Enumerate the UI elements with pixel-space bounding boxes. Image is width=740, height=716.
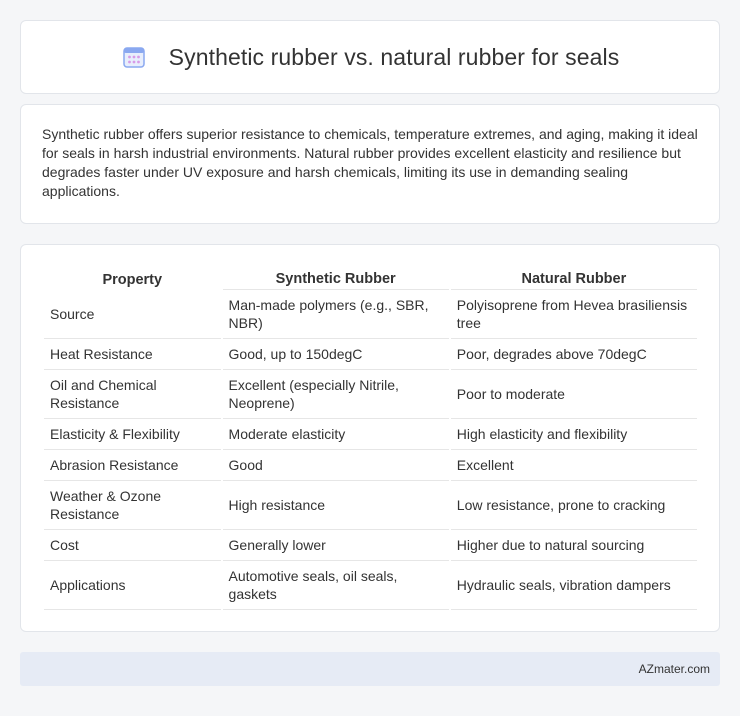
table-row <box>44 561 697 610</box>
summary-text: Synthetic rubber offers superior resistance to chemicals, temperature extremes, and aging, making it ideal for seals in harsh industrial environments. Natural rubber provides excellent elasticity and resilience but degrades faster under UV exposure and harsh chemicals, limiting its use in demanding sealing applications. <box>42 126 698 199</box>
footer-bar <box>20 652 720 686</box>
column-header-natural: Natural Rubber <box>451 265 697 290</box>
table-row <box>44 339 697 370</box>
table-cell: Polyisoprene from Hevea brasiliensis tree <box>451 290 697 339</box>
table-cell: Abrasion Resistance <box>44 450 221 481</box>
table-row <box>44 370 697 419</box>
table-row <box>44 290 697 339</box>
table-cell: Automotive seals, oil seals, gaskets <box>223 561 449 610</box>
summary-card <box>20 104 720 224</box>
table-cell: Poor, degrades above 70degC <box>451 339 697 370</box>
table-cell: Good, up to 150degC <box>223 339 449 370</box>
table-cell: Excellent <box>451 450 697 481</box>
table-header-row <box>44 265 697 290</box>
column-header-property: Property <box>102 271 163 288</box>
table-cell: Generally lower <box>223 530 449 561</box>
table-cell: Weather & Ozone Resistance <box>44 481 221 530</box>
table-cell: Man-made polymers (e.g., SBR, NBR) <box>223 290 449 339</box>
table-cell: Elasticity & Flexibility <box>44 419 221 450</box>
table-row <box>44 419 697 450</box>
table-cell: Heat Resistance <box>44 339 221 370</box>
table-cell: Hydraulic seals, vibration dampers <box>451 561 697 610</box>
table-cell: Higher due to natural sourcing <box>451 530 697 561</box>
table-cell: Oil and Chemical Resistance <box>44 370 221 419</box>
table-cell: Low resistance, prone to cracking <box>451 481 697 530</box>
table-cell: Excellent (especially Nitrile, Neoprene) <box>223 370 449 419</box>
table-cell: Source <box>44 290 221 339</box>
table-cell: Cost <box>44 530 221 561</box>
table-cell: Good <box>223 450 449 481</box>
calendar-icon <box>121 44 147 70</box>
page-title: Synthetic rubber vs. natural rubber for seals <box>168 43 620 70</box>
column-header-synthetic: Synthetic Rubber <box>223 265 449 290</box>
table-cell: High elasticity and flexibility <box>451 419 697 450</box>
footer-brand: AZmater.com <box>638 662 710 676</box>
comparison-table <box>42 265 699 610</box>
table-cell: Poor to moderate <box>451 370 697 419</box>
table-row <box>44 481 697 530</box>
table-row <box>44 530 697 561</box>
header-card <box>20 20 720 94</box>
table-cell: Applications <box>44 561 221 610</box>
table-cell: Moderate elasticity <box>223 419 449 450</box>
table-cell: High resistance <box>223 481 449 530</box>
comparison-table-card <box>20 244 720 632</box>
table-row <box>44 450 697 481</box>
